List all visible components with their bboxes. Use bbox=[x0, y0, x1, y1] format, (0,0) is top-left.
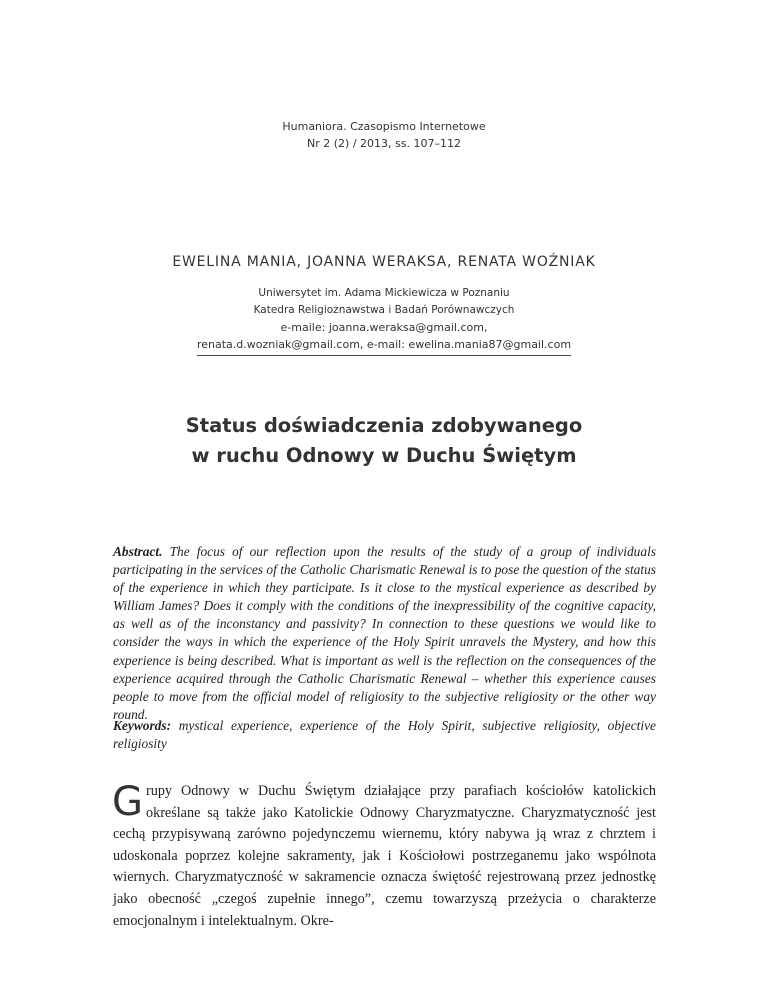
keywords-text: mystical experience, experience of the Holy Spirit, subjective religiosity, objective religiosity bbox=[113, 718, 656, 752]
email-block bbox=[197, 319, 571, 356]
email-line-2: renata.d.wozniak@gmail.com, e-mail: ewelina.mania87@gmail.com bbox=[196, 338, 572, 351]
department-name: Katedra Religioznawstwa i Badań Porównawczych bbox=[253, 304, 515, 316]
keywords bbox=[113, 717, 656, 753]
journal-header bbox=[0, 118, 768, 152]
drop-cap: G bbox=[112, 779, 143, 825]
abstract-label: Abstract. bbox=[113, 544, 170, 559]
body-paragraph bbox=[113, 781, 656, 932]
university-name: Uniwersytet im. Adama Mickiewicza w Poznaniu bbox=[258, 287, 510, 299]
abstract bbox=[113, 543, 656, 724]
journal-issue: Nr 2 (2) / 2013, ss. 107–112 bbox=[307, 137, 461, 150]
article-title bbox=[0, 411, 768, 471]
keywords-label: Keywords: bbox=[113, 718, 179, 733]
title-line-1: Status doświadczenia zdobywanego bbox=[185, 414, 583, 437]
email-line-1: e-maile: joanna.weraksa@gmail.com, bbox=[280, 321, 488, 334]
body-text: rupy Odnowy w Duchu Świętym działające przy parafiach kościołów katolickich określane są także jako Katolickie Odnowy Charyzmatyczne. Charyzmatyczność jest cechą przypisywaną zarówno pojedynczemu wiernemu, który nabywa ją wraz z chrztem i udoskonala poprzez kolejne sakramenty, jak i Kościołowi postrzeganemu jako wspólnota wiernych. Charyzmatyczność w sakramencie oznacza świętość rejestrowaną przez jednostkę jako obecność „czegoś zupełnie innego”, czemu towarzyszą przeżycia o charakterze emocjonalnym i intelektualnym. Okre- bbox=[113, 783, 656, 929]
author-names: EWELINA MANIA, JOANNA WERAKSA, RENATA WOŹNIAK bbox=[172, 254, 596, 270]
title-line-2: w ruchu Odnowy w Duchu Świętym bbox=[191, 444, 577, 467]
journal-name: Humaniora. Czasopismo Internetowe bbox=[282, 120, 486, 133]
author-affiliation bbox=[0, 285, 768, 356]
abstract-text: The focus of our reflection upon the results of the study of a group of individuals participating in the services of the Catholic Charismatic Renewal is to pose the question of the status of the experience in which they participate. Is it close to the mystical experience as described by William James? Does it comply with the conditions of the inexpressibility of the cognitive capacity, as well as of the inconstancy and passivity? In connection to these questions we would like to consider the ways in which the experience of the Holy Spirit unravels the Mystery, and how this experience is being described. What is important as well is the reflection on the consequences of the experience acquired through the Catholic Charismatic Renewal – whether this experience causes people to move from the official model of religiosity to the subjective religiosity or the other way round. bbox=[113, 544, 656, 722]
